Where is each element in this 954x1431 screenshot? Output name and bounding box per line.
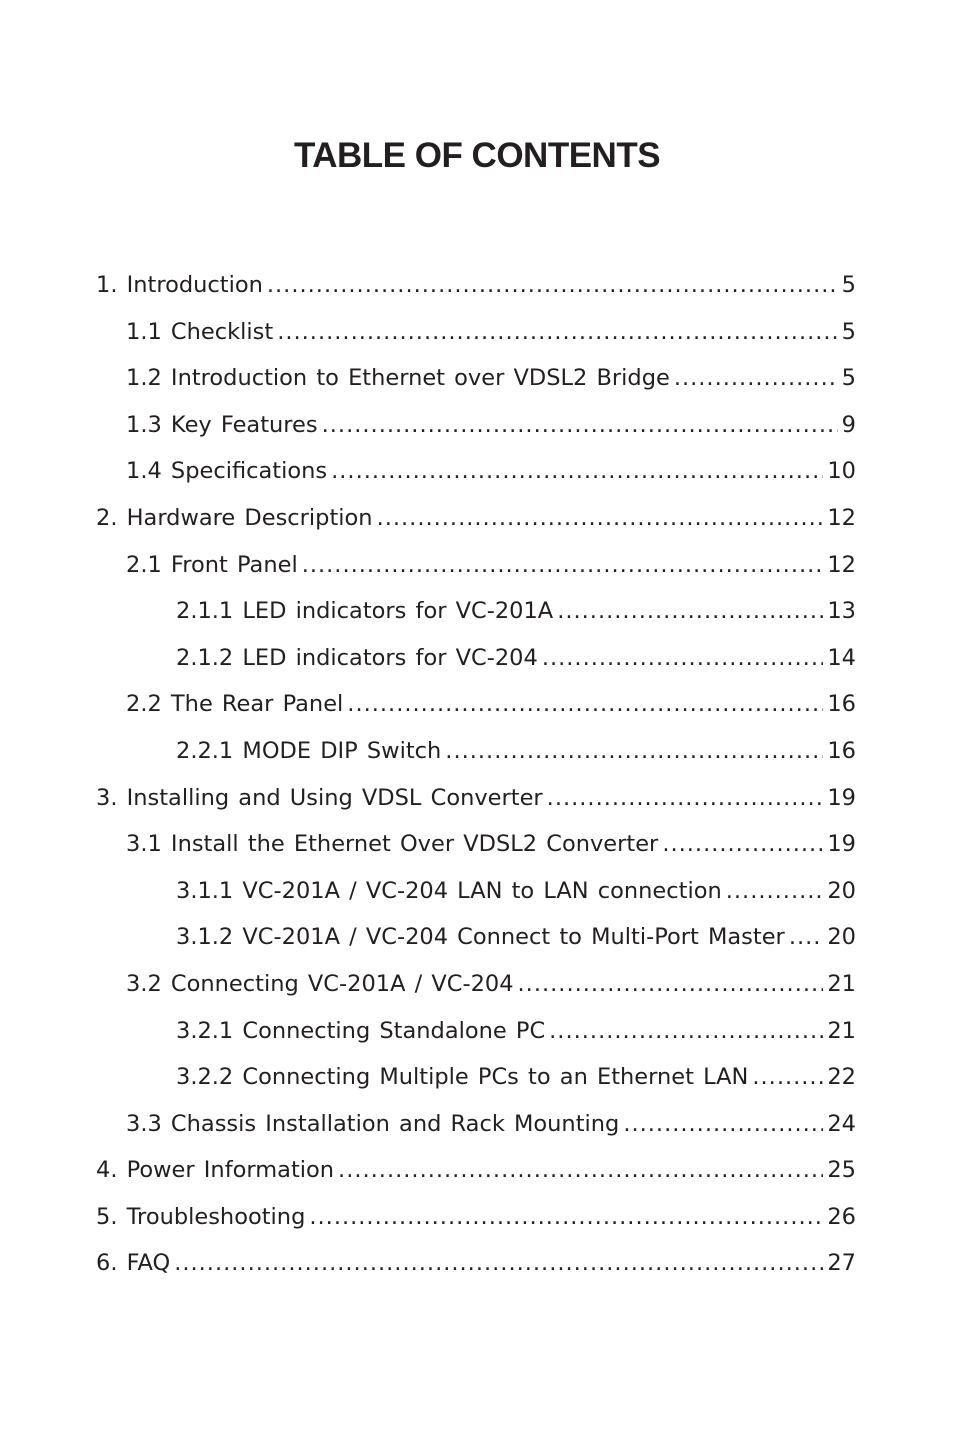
toc-page-number: 22 — [827, 1064, 856, 1091]
page-title: TABLE OF CONTENTS — [293, 136, 661, 175]
toc-dot-leader — [267, 262, 838, 309]
toc-entry[interactable] — [96, 821, 856, 868]
toc-dot-leader — [674, 355, 838, 402]
toc-dot-leader — [445, 728, 823, 775]
toc-dot-leader — [338, 1147, 823, 1194]
toc-entry[interactable] — [96, 262, 856, 309]
toc-dot-leader — [347, 681, 823, 728]
toc-page-number: 19 — [827, 831, 856, 858]
toc-page-number: 20 — [827, 877, 856, 904]
toc-entry[interactable] — [96, 542, 856, 589]
toc-page-number: 12 — [827, 551, 856, 578]
toc-entry-label: 3.1.2 VC-201A / VC-204 Connect to Multi-Port Master — [176, 924, 785, 951]
toc-entry[interactable] — [96, 1240, 856, 1287]
toc-entry-label: 1. Introduction — [96, 272, 263, 298]
toc-entry[interactable] — [96, 309, 856, 356]
toc-dot-leader — [174, 1240, 823, 1287]
toc-entry[interactable] — [96, 1008, 856, 1055]
toc-page-number: 5 — [841, 365, 856, 392]
toc-entry-label: 1.2 Introduction to Ethernet over VDSL2 Bridge — [126, 365, 670, 392]
toc-entry[interactable] — [96, 402, 856, 449]
toc-dot-leader — [789, 914, 824, 961]
toc-page-number: 13 — [827, 598, 856, 625]
toc-dot-leader — [547, 775, 824, 822]
toc-dot-leader — [331, 448, 823, 495]
toc-entry-label: 3.1.1 VC-201A / VC-204 LAN to LAN connection — [176, 877, 722, 904]
toc-entry[interactable] — [96, 1101, 856, 1148]
toc-entry[interactable] — [96, 961, 856, 1008]
toc-page-number: 25 — [827, 1157, 856, 1184]
toc-page-number: 21 — [827, 970, 856, 997]
toc-entry-label: 2.1 Front Panel — [126, 551, 298, 578]
toc-page-number: 26 — [827, 1203, 856, 1230]
toc-page-number: 10 — [827, 458, 856, 485]
toc-dot-leader — [549, 1008, 823, 1055]
toc-page-number: 27 — [827, 1250, 856, 1277]
toc-entry[interactable] — [96, 588, 856, 635]
toc-entry-label: 3.2 Connecting VC-201A / VC-204 — [126, 970, 514, 997]
toc-entry-label: 4. Power Information — [96, 1157, 335, 1184]
toc-page-number: 20 — [827, 924, 856, 951]
toc-entry-label: 6. FAQ — [96, 1250, 171, 1277]
toc-page-number: 21 — [827, 1017, 856, 1044]
toc-entry-label: 3.1 Install the Ethernet Over VDSL2 Converter — [126, 831, 659, 858]
toc-dot-leader — [662, 821, 823, 868]
toc-dot-leader — [322, 402, 838, 449]
toc-page-number: 5 — [841, 272, 856, 298]
toc-page-number: 19 — [827, 784, 856, 811]
toc-entry[interactable] — [96, 1194, 856, 1241]
toc-entry[interactable] — [96, 914, 856, 961]
toc-entry-label: 2. Hardware Description — [96, 504, 373, 531]
toc-entry[interactable] — [96, 868, 856, 915]
toc-entry-label: 1.3 Key Features — [126, 411, 318, 438]
toc-page-number: 16 — [827, 737, 856, 764]
toc-page-number: 24 — [827, 1110, 856, 1137]
toc-entry-label: 1.1 Checklist — [126, 318, 274, 345]
toc-entry-label: 3.2.2 Connecting Multiple PCs to an Ethernet LAN — [176, 1064, 749, 1091]
toc-entry-label: 3.3 Chassis Installation and Rack Mounting — [126, 1110, 620, 1137]
toc-entry[interactable] — [96, 775, 856, 822]
toc-dot-leader — [557, 588, 823, 635]
toc-dot-leader — [518, 961, 824, 1008]
toc-entry-label: 5. Troubleshooting — [96, 1203, 306, 1230]
toc-dot-leader — [726, 868, 824, 915]
toc-entry[interactable] — [96, 635, 856, 682]
toc-page-number: 14 — [827, 644, 856, 671]
toc-list — [96, 262, 856, 1287]
toc-entry[interactable] — [96, 1147, 856, 1194]
toc-entry[interactable] — [96, 495, 856, 542]
toc-entry-label: 3. Installing and Using VDSL Converter — [96, 784, 543, 811]
toc-page-number: 16 — [827, 691, 856, 718]
toc-entry[interactable] — [96, 681, 856, 728]
toc-entry[interactable] — [96, 448, 856, 495]
toc-page-number: 5 — [841, 318, 856, 345]
toc-entry-label: 1.4 Specifications — [126, 458, 328, 485]
toc-dot-leader — [309, 1194, 823, 1241]
toc-dot-leader — [752, 1054, 823, 1101]
toc-entry[interactable] — [96, 728, 856, 775]
toc-dot-leader — [377, 495, 824, 542]
toc-dot-leader — [542, 635, 824, 682]
toc-entry-label: 2.2.1 MODE DIP Switch — [176, 737, 442, 764]
toc-dot-leader — [277, 309, 837, 356]
toc-page-number: 9 — [841, 411, 856, 438]
toc-page-number: 12 — [827, 504, 856, 531]
toc-dot-leader — [302, 542, 824, 589]
toc-entry[interactable] — [96, 355, 856, 402]
toc-entry-label: 2.1.1 LED indicators for VC-201A — [176, 598, 554, 625]
toc-dot-leader — [623, 1101, 823, 1148]
toc-entry-label: 2.2 The Rear Panel — [126, 691, 344, 718]
toc-entry-label: 3.2.1 Connecting Standalone PC — [176, 1017, 546, 1044]
toc-entry[interactable] — [96, 1054, 856, 1101]
toc-entry-label: 2.1.2 LED indicators for VC-204 — [176, 644, 538, 671]
